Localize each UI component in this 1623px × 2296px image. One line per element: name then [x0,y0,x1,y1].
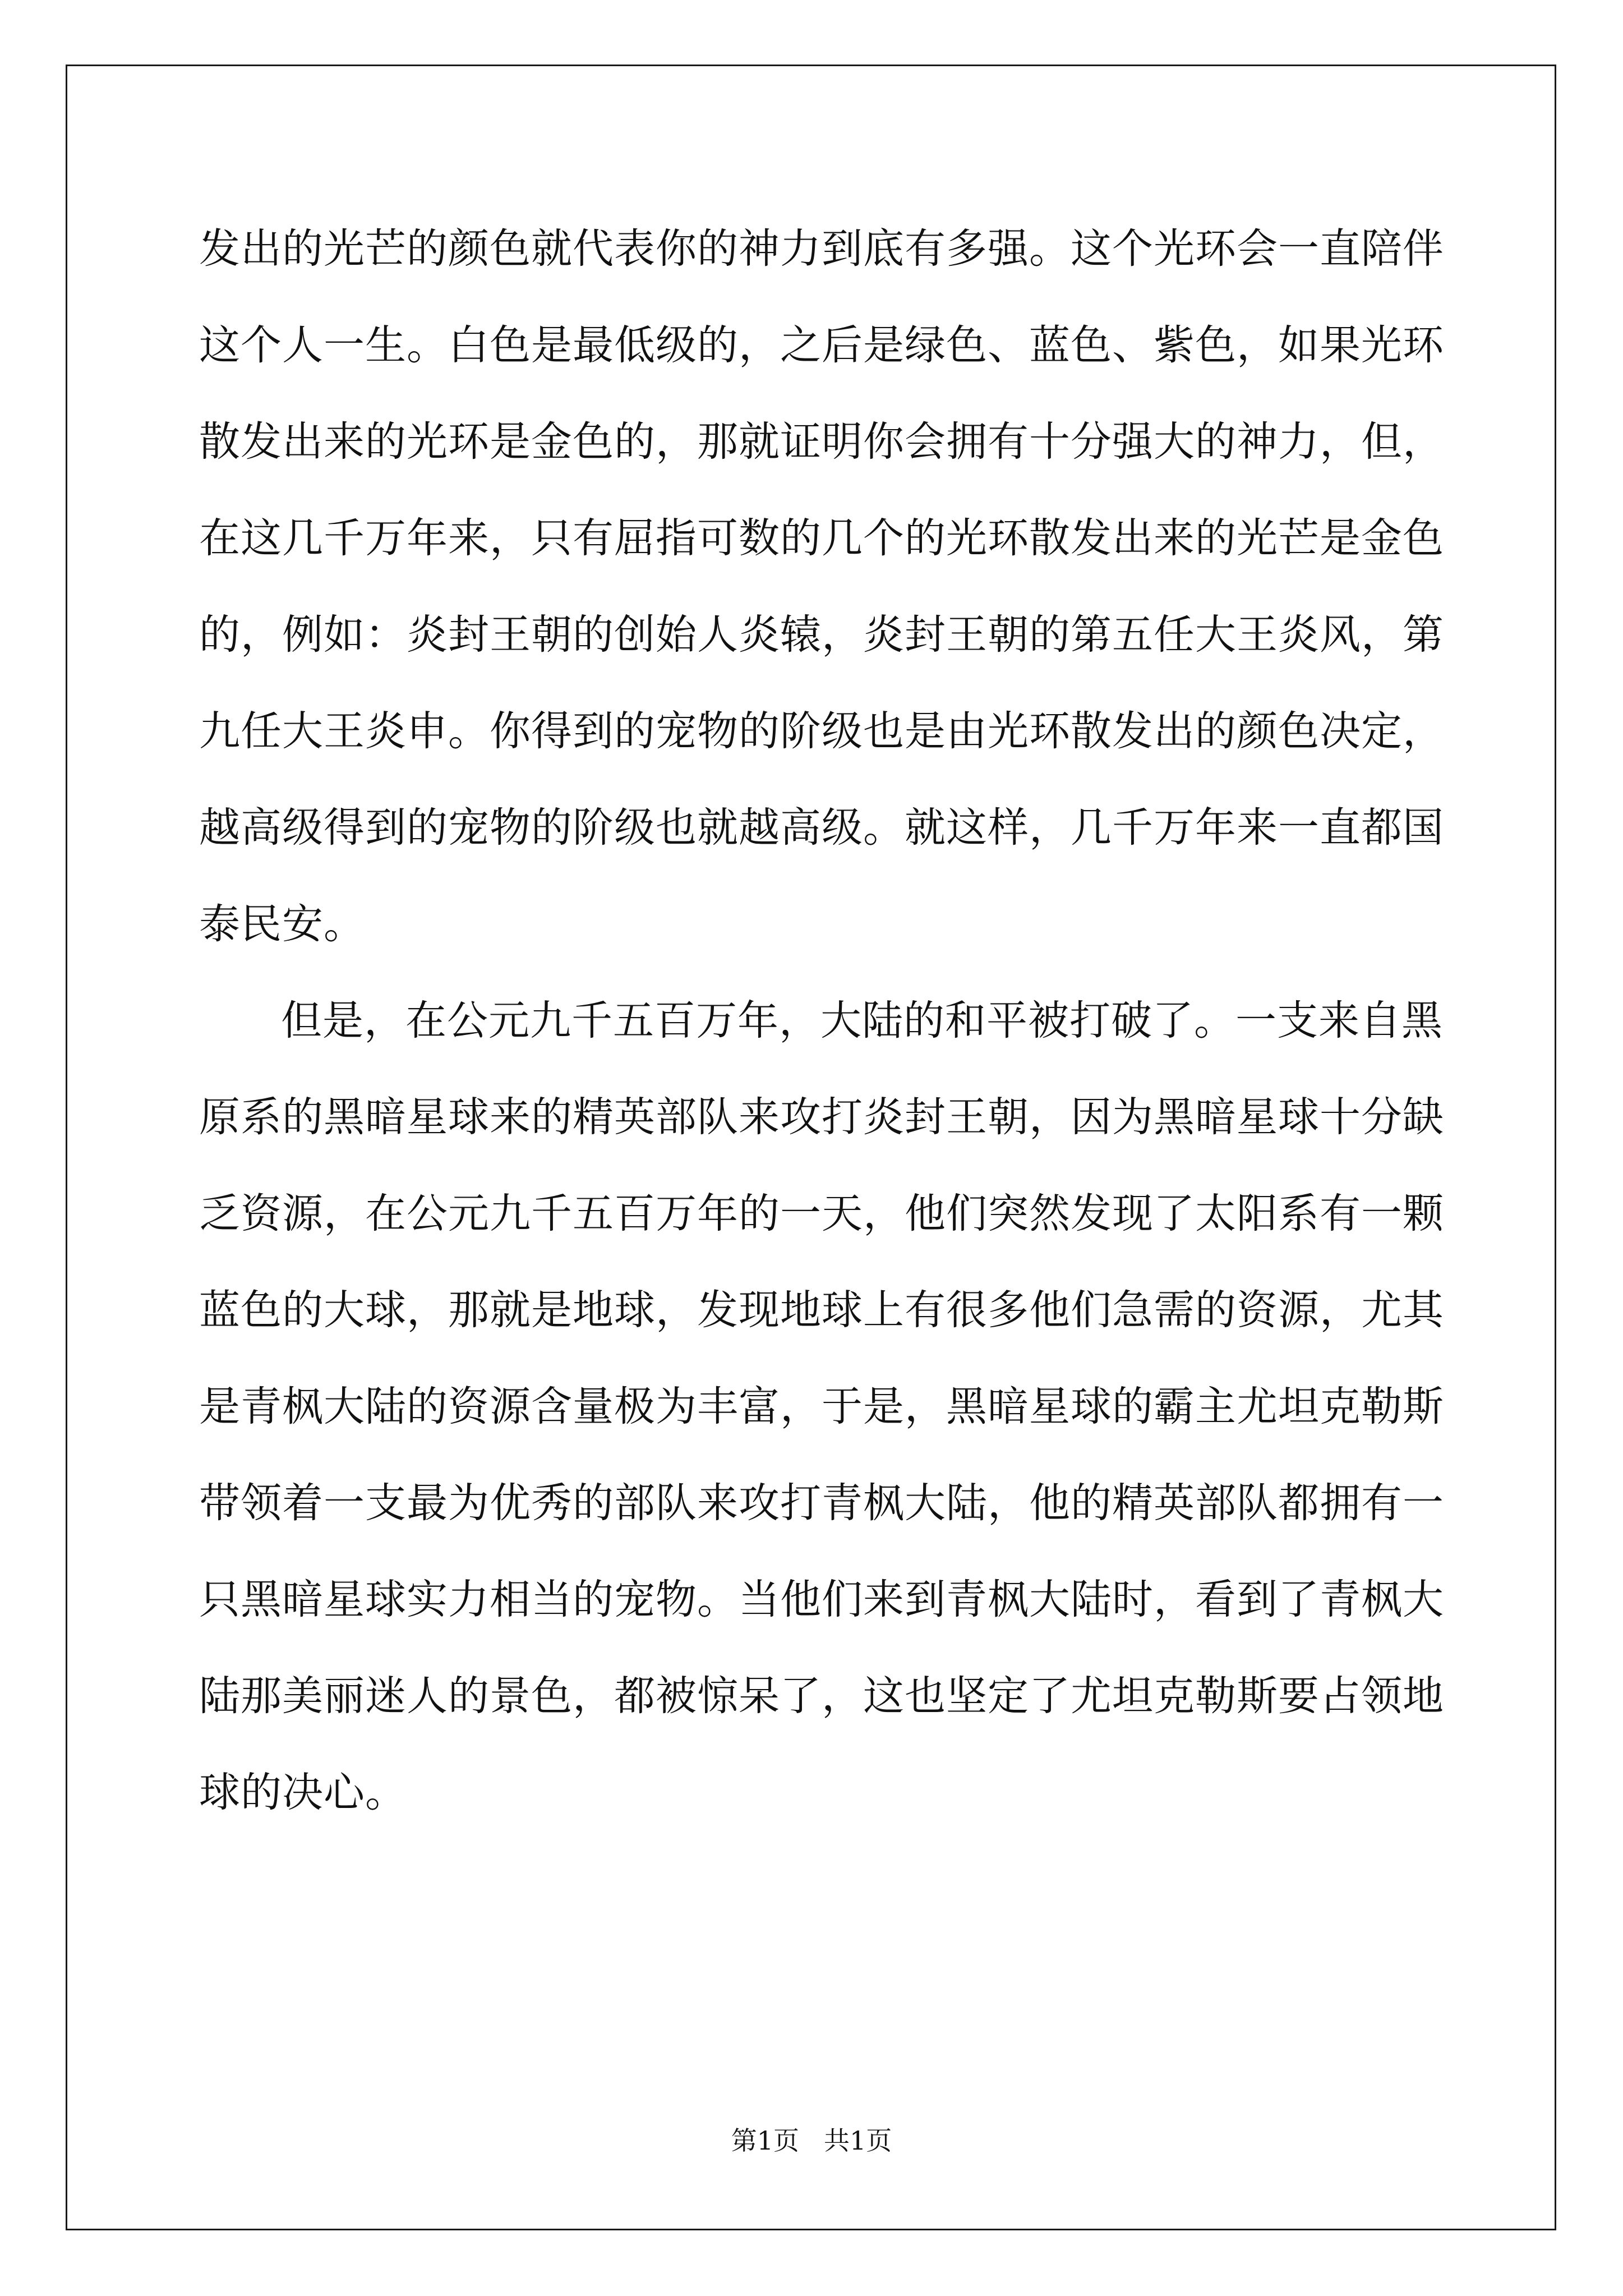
text-line: 是青枫大陆的资源含量极为丰富，于是，黑暗星球的霸主尤坦克勒斯 [199,1383,1444,1430]
text-line: 这个人一生。白色是最低级的，之后是绿色、蓝色、紫色，如果光环 [199,321,1444,369]
text-line: 只黑暗星球实力相当的宠物。当他们来到青枫大陆时，看到了青枫大 [199,1576,1444,1623]
text-line: 但是，在公元九千五百万年，大陆的和平被打破了。一支来自黑 [281,997,1443,1045]
page-number: 第1页 [731,2125,799,2156]
text-line: 散发出来的光环是金色的，那就证明你会拥有十分强大的神力，但， [199,418,1444,466]
text-line: 发出的光芒的颜色就代表你的神力到底有多强。这个光环会一直陪伴 [199,225,1444,273]
text-line: 在这几千万年来，只有屈指可数的几个的光环散发出来的光芒是金色 [199,514,1444,562]
page-footer [0,2120,1623,2157]
text-line: 九任大王炎申。你得到的宠物的阶级也是由光环散发出的颜色决定， [199,707,1444,755]
document-body [199,201,1444,1841]
text-line: 乏资源，在公元九千五百万年的一天，他们突然发现了太阳系有一颗 [199,1190,1444,1237]
text-line: 泰民安。 [199,900,365,948]
text-line: 带领着一支最为优秀的部队来攻打青枫大陆，他的精英部队都拥有一 [199,1479,1444,1527]
text-line: 球的决心。 [199,1769,407,1816]
page-total: 共1页 [824,2125,892,2156]
text-line: 原系的黑暗星球来的精英部队来攻打炎封王朝，因为黑暗星球十分缺 [199,1093,1444,1141]
text-line: 陆那美丽迷人的景色，都被惊呆了，这也坚定了尤坦克勒斯要占领地 [199,1672,1444,1720]
text-line: 的，例如：炎封王朝的创始人炎辕，炎封王朝的第五任大王炎风，第 [199,611,1444,659]
text-line: 蓝色的大球，那就是地球，发现地球上有很多他们急需的资源，尤其 [199,1286,1444,1334]
text-line: 越高级得到的宠物的阶级也就越高级。就这样，几千万年来一直都国 [199,804,1444,852]
